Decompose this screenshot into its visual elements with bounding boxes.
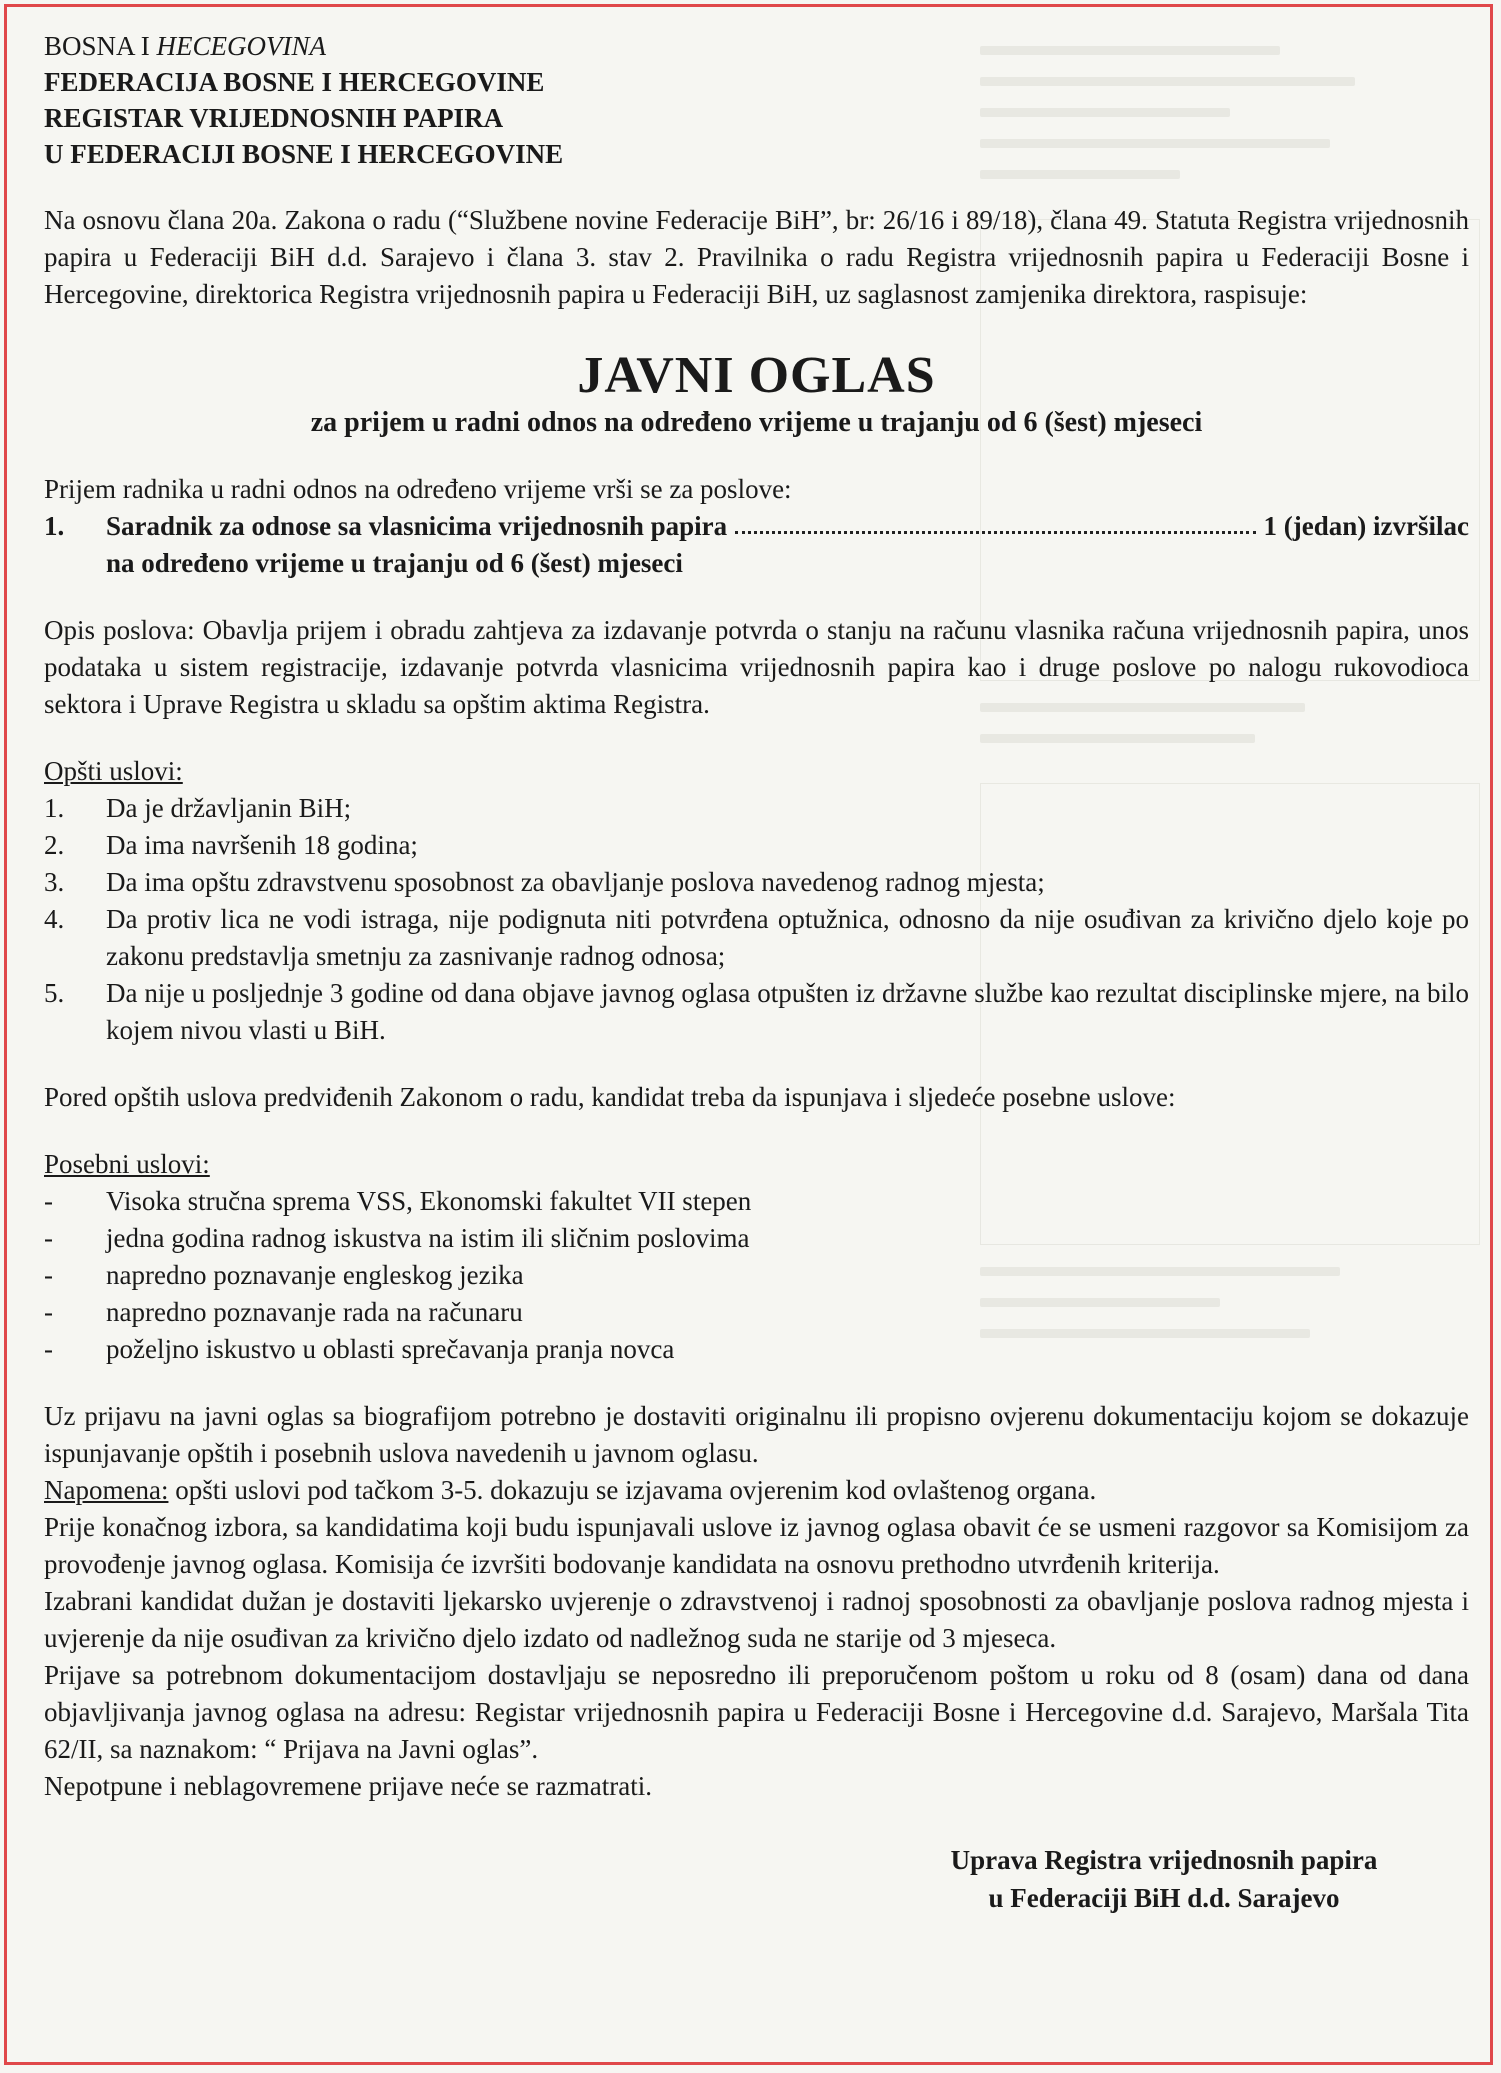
note-label: Napomena: bbox=[44, 1475, 169, 1505]
announcement bbox=[44, 28, 1469, 1917]
list-marker: 3. bbox=[44, 867, 65, 897]
list-text: poželjno iskustvo u oblasti sprečavanja pranja novca bbox=[106, 1334, 675, 1364]
signature-line-1: Uprava Registra vrijednosnih papira bbox=[950, 1845, 1378, 1875]
list-text: Da ima navršenih 18 godina; bbox=[106, 830, 418, 860]
header-line-registry: REGISTAR VRIJEDNOSNIH PAPIRA bbox=[44, 103, 504, 133]
header-line-country bbox=[44, 28, 1469, 64]
list-item bbox=[44, 1331, 1469, 1368]
position-row bbox=[44, 508, 1469, 545]
submission-paragraph: Prijave sa potrebnom dokumentacijom dostavljaju se neposredno ili preporučenom poštom u roku od 8 (osam) dana od dana objavljivanja javnog oglasa na adresu: Registar vrijednosnih papira u Federaciji Bosne i Hercegovine d.d. Sarajevo, Maršala Tita 62/II, sa naznakom: “ Prijava na Javni oglas”. bbox=[44, 1660, 1469, 1764]
list-item bbox=[44, 901, 1469, 975]
special-conditions-intro: Pored opštih uslova predviđenih Zakonom o radu, kandidat treba da ispunjava i sljedeće posebne uslove: bbox=[44, 1082, 1176, 1112]
signature-line-2: u Federaciji BiH d.d. Sarajevo bbox=[988, 1883, 1340, 1913]
general-conditions-list bbox=[44, 790, 1469, 1049]
page-title: JAVNI OGLAS bbox=[577, 347, 936, 404]
list-item bbox=[44, 827, 1469, 864]
signature-block bbox=[904, 1841, 1424, 1917]
issuer-header bbox=[44, 28, 1469, 172]
application-paragraph: Uz prijavu na javni oglas sa biografijom potrebno je dostaviti originalnu ili propisno ovjerenu dokumentaciju kojom se dokazuje ispunjavanje opštih i posebnih uslova navedenih u javnom oglasu. bbox=[44, 1401, 1469, 1468]
list-text: napredno poznavanje rada na računaru bbox=[106, 1297, 523, 1327]
list-marker: 5. bbox=[44, 978, 65, 1008]
list-marker: - bbox=[44, 1223, 53, 1253]
list-item bbox=[44, 1220, 1469, 1257]
list-text: Da ima opštu zdravstvenu sposobnost za obavljanje poslova navedenog radnog mjesta; bbox=[106, 867, 1045, 897]
list-text: Da je državljanin BiH; bbox=[106, 793, 352, 823]
position-number: 1. bbox=[44, 511, 65, 541]
special-conditions-heading: Posebni uslovi: bbox=[44, 1149, 210, 1179]
list-marker: 4. bbox=[44, 904, 65, 934]
incomplete-applications-paragraph: Nepotpune i neblagovremene prijave neće se razmatrati. bbox=[44, 1771, 652, 1801]
list-marker: 1. bbox=[44, 793, 65, 823]
job-description: Opis poslova: Obavlja prijem i obradu zahtjeva za izdavanje potvrda o stanju na računu vlasnika računa vrijednosnih papira, unos podataka u sistem registracije, izdavanje potvrda vlasnicima vrijednosnih papira kao i druge poslove po nalogu rukovodioca sektora i Uprave Registra u skladu sa opštim aktima Registra. bbox=[44, 615, 1469, 719]
position-count: 1 (jedan) izvršilac bbox=[1263, 511, 1469, 541]
intro-paragraph: Na osnovu člana 20a. Zakona o radu (“Službene novine Federacije BiH”, br: 26/16 i 89/18), člana 49. Statuta Registra vrijednosnih papira u Federaciji BiH d.d. Sarajevo i člana 3. stav 2. Pravilnika o radu Registra vrijednosnih papira u Federaciji Bosne i Hercegovine, direktorica Registra vrijednosnih papira u Federaciji BiH, uz saglasnost zamjenika direktora, raspisuje: bbox=[44, 205, 1469, 309]
header-line-registry-2: U FEDERACIJI BOSNE I HERCEGOVINE bbox=[44, 139, 564, 169]
note-paragraph bbox=[44, 1472, 1469, 1509]
note-text: opšti uslovi pod tačkom 3-5. dokazuju se izjavama ovjerenim kod ovlaštenog organa. bbox=[168, 1475, 1097, 1505]
list-item bbox=[44, 975, 1469, 1049]
list-marker: - bbox=[44, 1186, 53, 1216]
list-text: Visoka stručna sprema VSS, Ekonomski fakultet VII stepen bbox=[106, 1186, 752, 1216]
list-text: napredno poznavanje engleskog jezika bbox=[106, 1260, 524, 1290]
list-marker: - bbox=[44, 1334, 53, 1364]
header-line-federation: FEDERACIJA BOSNE I HERCEGOVINE bbox=[44, 67, 545, 97]
header-country-a: BOSNA I bbox=[44, 31, 157, 61]
medical-paragraph: Izabrani kandidat dužan je dostaviti ljekarsko uvjerenje o zdravstvenoj i radnoj sposobnosti za obavljanje poslova radnog mjesta i uvjerenje da nije osuđivan za krivično djelo izdato od nadležnog suda ne starije od 3 mjeseca. bbox=[44, 1586, 1469, 1653]
header-country-b: HECEGOVINA bbox=[156, 31, 327, 61]
special-conditions-list bbox=[44, 1183, 1469, 1368]
list-item bbox=[44, 864, 1469, 901]
general-conditions-heading: Opšti uslovi: bbox=[44, 756, 183, 786]
positions-intro: Prijem radnika u radni odnos na određeno vrijeme vrši se za poslove: bbox=[44, 474, 792, 504]
position-name: Saradnik za odnose sa vlasnicima vrijednosnih papira bbox=[106, 511, 728, 541]
list-text: Da nije u posljednje 3 godine od dana objave javnog oglasa otpušten iz državne službe kao rezultat disciplinske mjere, na bilo kojem nivou vlasti u BiH. bbox=[106, 978, 1469, 1045]
leader-dots bbox=[735, 508, 1255, 534]
list-text: Da protiv lica ne vodi istraga, nije podignuta niti potvrđena optužnica, odnosno da nije osuđivan za krivično djelo koje po zakonu predstavlja smetnju za zasnivanje radnog odnosa; bbox=[106, 904, 1469, 971]
list-marker: 2. bbox=[44, 830, 65, 860]
interview-paragraph: Prije konačnog izbora, sa kandidatima koji budu ispunjavali uslove iz javnog oglasa obavit će se usmeni razgovor sa Komisijom za provođenje javnog oglasa. Komisija će izvršiti bodovanje kandidata na osnovu prethodno utvrđenih kriterija. bbox=[44, 1512, 1469, 1579]
list-item bbox=[44, 1294, 1469, 1331]
list-item bbox=[44, 790, 1469, 827]
list-marker: - bbox=[44, 1260, 53, 1290]
list-text: jedna godina radnog iskustva na istim ili sličnim poslovima bbox=[106, 1223, 750, 1253]
list-item bbox=[44, 1257, 1469, 1294]
page-subtitle: za prijem u radni odnos na određeno vrijeme u trajanju od 6 (šest) mjeseci bbox=[310, 407, 1203, 438]
position-duration: na određeno vrijeme u trajanju od 6 (šest) mjeseci bbox=[106, 548, 683, 578]
list-item bbox=[44, 1183, 1469, 1220]
list-marker: - bbox=[44, 1297, 53, 1327]
